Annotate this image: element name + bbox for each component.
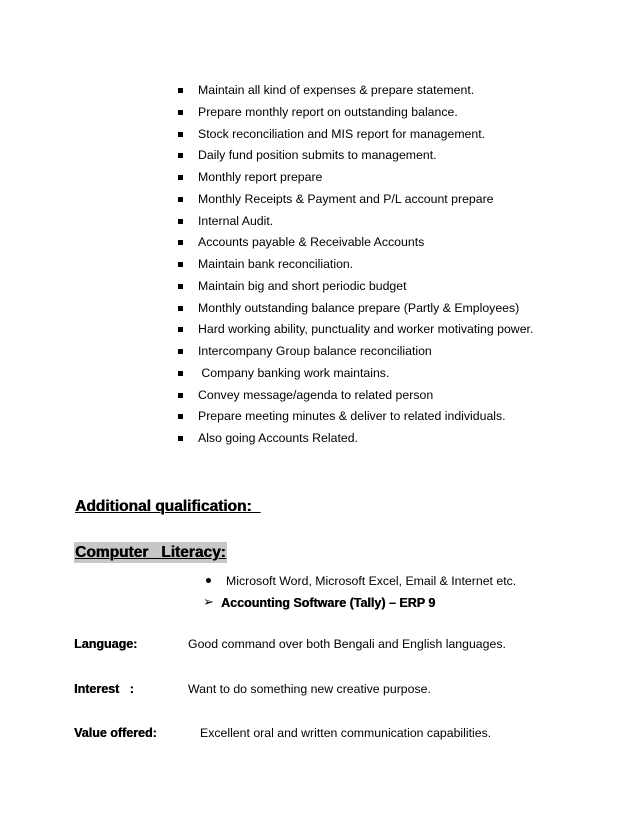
duty-text: Monthly report prepare: [198, 170, 323, 184]
duty-item: [176, 145, 533, 167]
interest-value: Want to do something new creative purpose.: [188, 682, 431, 696]
duty-item: [176, 211, 533, 233]
square-bullet-icon: [178, 262, 183, 267]
language-label: Language:: [74, 637, 138, 651]
duty-text: Maintain big and short periodic budget: [198, 278, 407, 293]
square-bullet-icon: [178, 132, 183, 137]
duty-text: Also going Accounts Related.: [198, 431, 358, 445]
square-bullet-icon: [178, 197, 183, 202]
duty-item: [176, 298, 533, 320]
value-offered-value: Excellent oral and written communication capabilities.: [200, 726, 492, 740]
square-bullet-icon: [178, 219, 183, 224]
square-bullet-icon: [178, 110, 183, 115]
duty-text: Maintain bank reconciliation.: [198, 257, 354, 271]
duty-text: Monthly outstanding balance prepare (Partly & Employees): [198, 300, 520, 315]
duty-item: [176, 124, 533, 146]
duty-text: Convey message/agenda to related person: [198, 387, 434, 402]
square-bullet-icon: [178, 414, 183, 419]
square-bullet-icon: [178, 349, 183, 354]
dot-bullet-icon: [206, 578, 211, 583]
square-bullet-icon: [178, 371, 183, 376]
square-bullet-icon: [178, 240, 183, 245]
job-duties-list: [176, 80, 533, 450]
value-offered-label: Value offered:: [74, 726, 157, 740]
square-bullet-icon: [178, 88, 183, 93]
square-bullet-icon: [178, 436, 183, 441]
duty-item: [176, 189, 533, 211]
square-bullet-icon: [178, 393, 183, 398]
duty-text: Intercompany Group balance reconciliation: [198, 344, 432, 358]
square-bullet-icon: [178, 327, 183, 332]
duty-text: Accounts payable & Receivable Accounts: [198, 235, 425, 250]
duty-text: Company banking work maintains.: [198, 365, 390, 380]
duty-item: [176, 276, 533, 298]
interest-label: Interest :: [74, 682, 134, 696]
duty-text: Maintain all kind of expenses & prepare statement.: [198, 83, 475, 97]
skill-text: Accounting Software (Tally) – ERP 9: [221, 596, 436, 610]
skill-text: Microsoft Word, Microsoft Excel, Email & Internet etc.: [226, 574, 517, 588]
duty-text: Hard working ability, punctuality and worker motivating power.: [198, 322, 534, 337]
duty-item: [176, 232, 533, 254]
duty-text: Prepare meeting minutes & deliver to related individuals.: [198, 409, 506, 424]
duty-item: [176, 80, 533, 102]
arrow-bullet-icon: ➢: [203, 595, 214, 610]
duty-text: Daily fund position submits to management.: [198, 148, 437, 163]
duty-item: [176, 428, 533, 450]
computer-literacy-heading: Computer Literacy:: [75, 544, 226, 561]
square-bullet-icon: [178, 175, 183, 180]
duty-text: Stock reconciliation and MIS report for management.: [198, 126, 486, 141]
duty-item: [176, 341, 533, 363]
square-bullet-icon: [178, 284, 183, 289]
square-bullet-icon: [178, 306, 183, 311]
additional-qualification-heading: Additional qualification:: [75, 498, 261, 515]
duty-item: [176, 385, 533, 407]
language-value: Good command over both Bengali and English languages.: [188, 637, 506, 651]
duty-text: Monthly Receipts & Payment and P/L account prepare: [198, 191, 494, 206]
duty-item: [176, 363, 533, 385]
duty-text: Prepare monthly report on outstanding balance.: [198, 104, 458, 119]
duty-item: [176, 319, 533, 341]
duty-item: [176, 167, 533, 189]
square-bullet-icon: [178, 153, 183, 158]
duty-item: [176, 406, 533, 428]
duty-text: Internal Audit.: [198, 213, 274, 228]
duty-item: [176, 102, 533, 124]
duty-item: [176, 254, 533, 276]
